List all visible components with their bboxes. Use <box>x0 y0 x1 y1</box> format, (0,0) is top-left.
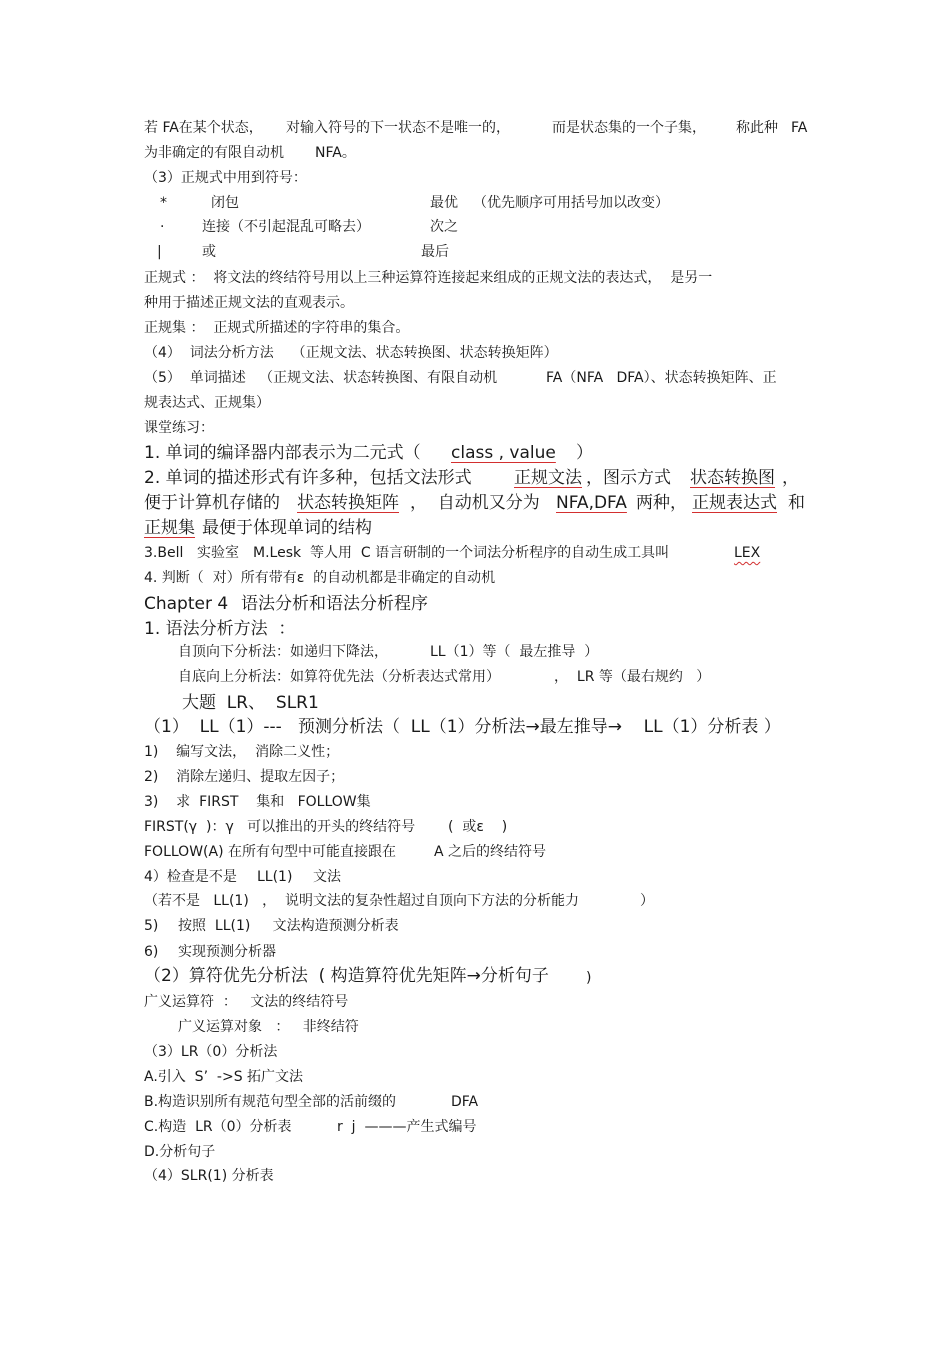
answer-2: 正规文法 <box>514 468 582 488</box>
lr0-step: r j ———产生式编号 <box>337 1119 477 1135</box>
topdown-text: LL（1）等（ 最左推导 ） <box>430 644 599 660</box>
word-description: FA（NFA DFA）、状态转换矩阵、正 <box>546 370 777 386</box>
answer-2: 正规表达式 <box>692 493 777 513</box>
question-2: 两种， <box>636 493 687 513</box>
symbol-dot: · <box>160 219 165 235</box>
follow-definition: FOLLOW(A) 在所有句型中可能直接跟在 <box>144 844 396 860</box>
answer-2: NFA,DFA <box>556 493 627 513</box>
big-question-note: 大题 LR、 SLR1 <box>182 693 319 713</box>
lr0-step: C.构造 LR（0）分析表 <box>144 1119 292 1135</box>
section-heading: （3）正规式中用到符号： <box>144 170 307 186</box>
intro-text: 而是状态集的一个子集， <box>552 120 706 136</box>
symbol-name: 或 <box>202 244 216 260</box>
section-heading: 1. 语法分析方法 ： <box>144 619 296 639</box>
step-item: 3) 求 FIRST 集和 FOLLOW集 <box>144 794 371 810</box>
question-1: 1. 单词的编译器内部表示为二元式（ <box>144 443 421 463</box>
lex-methods: （4） 词法分析方法 （正规文法、状态转换图、状态转换矩阵） <box>144 345 558 361</box>
regex-definition: 种用于描述正规文法的直观表示。 <box>144 295 354 311</box>
step-item: 文法 <box>313 869 341 885</box>
step-item: LL(1) <box>257 869 293 885</box>
opprec-heading: （2）算符优先分析法 ( 构造算符优先矩阵→分析句子 <box>144 966 549 986</box>
chapter-number: Chapter 4 <box>144 594 229 614</box>
question-2: ， 自动机又分为 <box>410 493 540 513</box>
step-note: （若不是 LL(1) ， 说明文法的复杂性超过自顶向下方法的分析能力 <box>144 893 580 909</box>
symbol-name: 闭包 <box>211 195 239 211</box>
lr0-step: A.引入 S’ ->S 拓广文法 <box>144 1069 304 1085</box>
exercise-heading: 课堂练习： <box>144 420 214 436</box>
step-item: 实现预测分析器 <box>178 944 276 960</box>
question-2: ， <box>782 468 799 488</box>
bottomup-text: 自底向上分析法：如算符优先法（分析表达式常用） <box>178 669 500 685</box>
question-3: 3.Bell <box>144 545 184 561</box>
symbol-precedence: 次之 <box>430 219 458 235</box>
question-4: 4. 判断（ 对）所有带有ε 的自动机都是非确定的自动机 <box>144 570 496 586</box>
step-item: 1) 编写文法， 消除二义性； <box>144 744 340 760</box>
slr1-heading: （4）SLR(1) 分析表 <box>144 1168 274 1184</box>
intro-text: NFA。 <box>315 145 356 161</box>
first-definition: ( 或ε ) <box>448 819 508 835</box>
intro-text: 称此种 <box>736 120 778 136</box>
answer-2: 状态转换矩阵 <box>297 493 399 513</box>
chapter-title: 语法分析和语法分析程序 <box>241 594 428 614</box>
answer-2: 正规集 <box>144 518 195 538</box>
intro-text: 为非确定的有限自动机 <box>144 145 284 161</box>
word-description: （5） 单词描述 （正规文法、状态转换图、有限自动机 <box>144 370 498 386</box>
question-2: ，图示方式 <box>586 468 671 488</box>
question-3: 实验室 <box>197 545 239 561</box>
word-description: 规表达式、正规集） <box>144 395 270 411</box>
step-item: 5) <box>144 918 159 934</box>
answer-1: class , value <box>451 443 556 463</box>
symbol-precedence: 最后 <box>421 244 449 260</box>
question-1: ） <box>576 443 593 463</box>
symbol-bar: | <box>157 244 162 260</box>
regex-definition: 正规式 ： 将文法的终结符号用以上三种运算符连接起来组成的正规文法的表达式， 是另一 <box>144 270 713 286</box>
answer-3: LEX <box>734 545 761 561</box>
symbol-star: * <box>160 195 167 211</box>
first-definition: FIRST(γ )：γ 可以推出的开头的终结符号 <box>144 819 416 835</box>
symbol-precedence: 最优 <box>430 195 458 211</box>
question-2: 便于计算机存储的 <box>144 493 280 513</box>
question-3: M.Lesk 等人用 C 语言研制的一个词法分析程序的自动生成工具叫 <box>253 545 670 561</box>
opprec-heading: ) <box>586 970 592 986</box>
question-2: 和 <box>788 493 805 513</box>
opprec-def: 广义运算符 ： 文法的终结符号 <box>144 994 349 1010</box>
symbol-name: 连接（不引起混乱可略去） <box>202 219 370 235</box>
regset-definition: 正规集 ： 正规式所描述的字符串的集合。 <box>144 320 410 336</box>
intro-text: FA <box>791 120 808 136</box>
intro-text: 若 FA在某个状态， <box>144 120 263 136</box>
follow-definition: A 之后的终结符号 <box>434 844 547 860</box>
bottomup-text: ， LR 等（最右规约 ） <box>554 669 711 685</box>
step-item: 4）检查是不是 <box>144 869 237 885</box>
answer-2: 状态转换图 <box>690 468 775 488</box>
lr0-heading: （3）LR（0）分析法 <box>144 1044 278 1060</box>
step-item: 按照 LL(1) 文法构造预测分析表 <box>178 918 399 934</box>
lr0-step: D.分析句子 <box>144 1144 216 1160</box>
topdown-text: 自顶向下分析法：如递归下降法， <box>178 644 388 660</box>
step-item: 6) <box>144 944 159 960</box>
lr0-step: DFA <box>451 1094 479 1110</box>
opprec-def: 广义运算对象 ： 非终结符 <box>178 1019 359 1035</box>
intro-text: 对输入符号的下一状态不是唯一的， <box>286 120 510 136</box>
lr0-step: B.构造识别所有规范句型全部的活前缀的 <box>144 1094 397 1110</box>
ll1-heading: （1） LL（1）--- 预测分析法（ LL（1）分析法→最左推导→ LL（1）分析表 ） <box>144 717 781 737</box>
symbol-note: （优先顺序可用括号加以改变） <box>473 195 669 211</box>
step-item: 2) 消除左递归、提取左因子； <box>144 769 345 785</box>
step-note: ） <box>640 893 654 909</box>
question-2: 最便于体现单词的结构 <box>202 518 372 538</box>
question-2: 2. 单词的描述形式有许多种，包括文法形式 <box>144 468 472 488</box>
